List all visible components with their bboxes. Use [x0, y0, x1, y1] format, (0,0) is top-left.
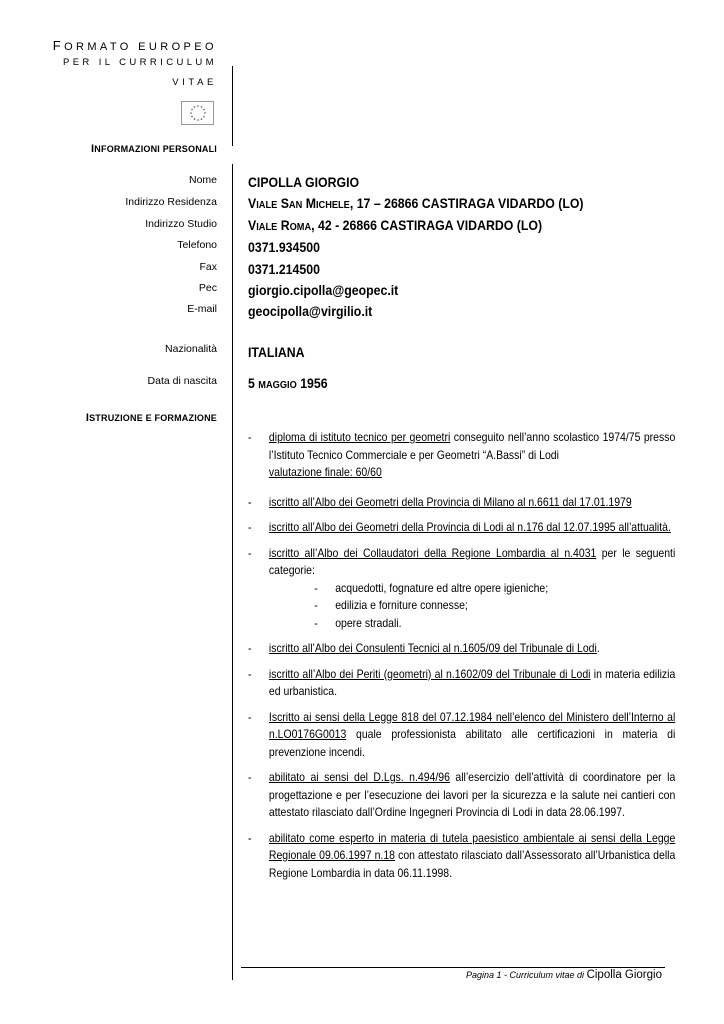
fax-label: Fax	[199, 261, 217, 273]
education-list	[248, 429, 675, 882]
footer-divider	[241, 967, 665, 968]
telefono-value: 0371.934500	[248, 239, 320, 255]
residenza-label: Indirizzo Residenza	[125, 196, 217, 208]
eu-flag-icon	[181, 101, 214, 125]
list-item: - Iscritto ai sensi della Legge 818 del 07.12.1984 nell’elenco del Ministero dell’Interno al n.LO0176G0013 quale professionista abilitato alle certificazioni in materia di prevenzione incendi.	[248, 709, 676, 759]
telefono-label: Telefono	[177, 239, 217, 251]
nascita-label: Data di nascita	[147, 375, 217, 387]
pec-label: Pec	[198, 282, 217, 294]
list-item: - iscritto all’Albo dei Periti (geometri) al n.1602/09 del Tribunale di Lodi in materia edilizia ed urbanistica.	[248, 666, 676, 698]
email-value[interactable]: geocipolla@virgilio.it	[248, 303, 373, 319]
list-subitem: - edilizia e forniture connesse;	[314, 598, 468, 612]
format-title-line3: VITAE	[172, 77, 217, 88]
list-item: - abilitato ai sensi del D.Lgs. n.494/96 all’esercizio dell’attività di coordinatore per la progettazione e per l’esecuzione dei lavori per la sicurezza e la salute nei cantieri con attestato rilasciato dall’Ordine Ingegneri Provincia di Lodi in data 28.06.1997.	[248, 770, 676, 819]
fax-value: 0371.214500	[248, 261, 320, 277]
page-footer: Pagina 1 - Curriculum vitae di Cipolla Giorgio	[466, 969, 662, 981]
list-subitem: - opere stradali.	[314, 615, 402, 630]
studio-value: VIALE ROMA, 42 - 26866 CASTIRAGA VIDARDO (LO)	[248, 217, 543, 233]
header-divider	[232, 66, 233, 146]
list-item: - iscritto all’Albo dei Consulenti Tecnici al n.1605/09 del Tribunale di Lodi.	[248, 641, 600, 655]
list-item: - iscritto all’Albo dei Geometri della Provincia di Lodi al n.176 dal 12.07.1995 all’attualità.	[248, 520, 671, 534]
format-title-line2: PER IL CURRICULUM	[62, 57, 217, 68]
list-item: - abilitato come esperto in materia di tutela paesistico ambientale ai sensi della Legge Regionale 09.06.1997 n.18 con attestato rilasciato dall’Assessorato all’Urbanistica della Regione Lombardia in data 06.11.1998.	[248, 830, 676, 880]
format-title-line1: FORMATO EUROPEO	[52, 38, 217, 53]
studio-label: Indirizzo Studio	[145, 218, 217, 230]
education-heading: ISTRUZIONE E FORMAZIONE	[85, 412, 217, 424]
nome-label: Nome	[188, 174, 217, 186]
list-item: - iscritto all’Albo dei Geometri della Provincia di Milano al n.6611 dal 17.01.1979	[248, 494, 632, 509]
nazionalita-label: Nazionalità	[165, 343, 217, 355]
list-item: - iscritto all’Albo dei Collaudatori della Regione Lombardia al n.4031 per le seguenti categorie:	[248, 545, 676, 577]
nome-value: CIPOLLA GIORGIO	[248, 174, 360, 190]
nazionalita-value: ITALIANA	[248, 344, 305, 360]
personal-info-heading: INFORMAZIONI PERSONALI	[91, 143, 217, 155]
list-item: - diploma di istituto tecnico per geometri conseguito nell’anno scolastico 1974/75 presso l’Istituto Tecnico Commerciale e per Geometri “A.Bassi” di Lodi valutazione finale: 60/60	[248, 430, 676, 479]
list-subitem: - acquedotti, fognature ed altre opere igieniche;	[314, 580, 549, 595]
email-label: E-mail	[187, 303, 217, 315]
content-divider	[232, 164, 233, 980]
pec-value[interactable]: giorgio.cipolla@geopec.it	[248, 282, 399, 298]
nascita-value: 5 MAGGIO 1956	[248, 375, 328, 391]
residenza-value: VIALE SAN MICHELE, 17 – 26866 CASTIRAGA VIDARDO (LO)	[248, 195, 584, 211]
